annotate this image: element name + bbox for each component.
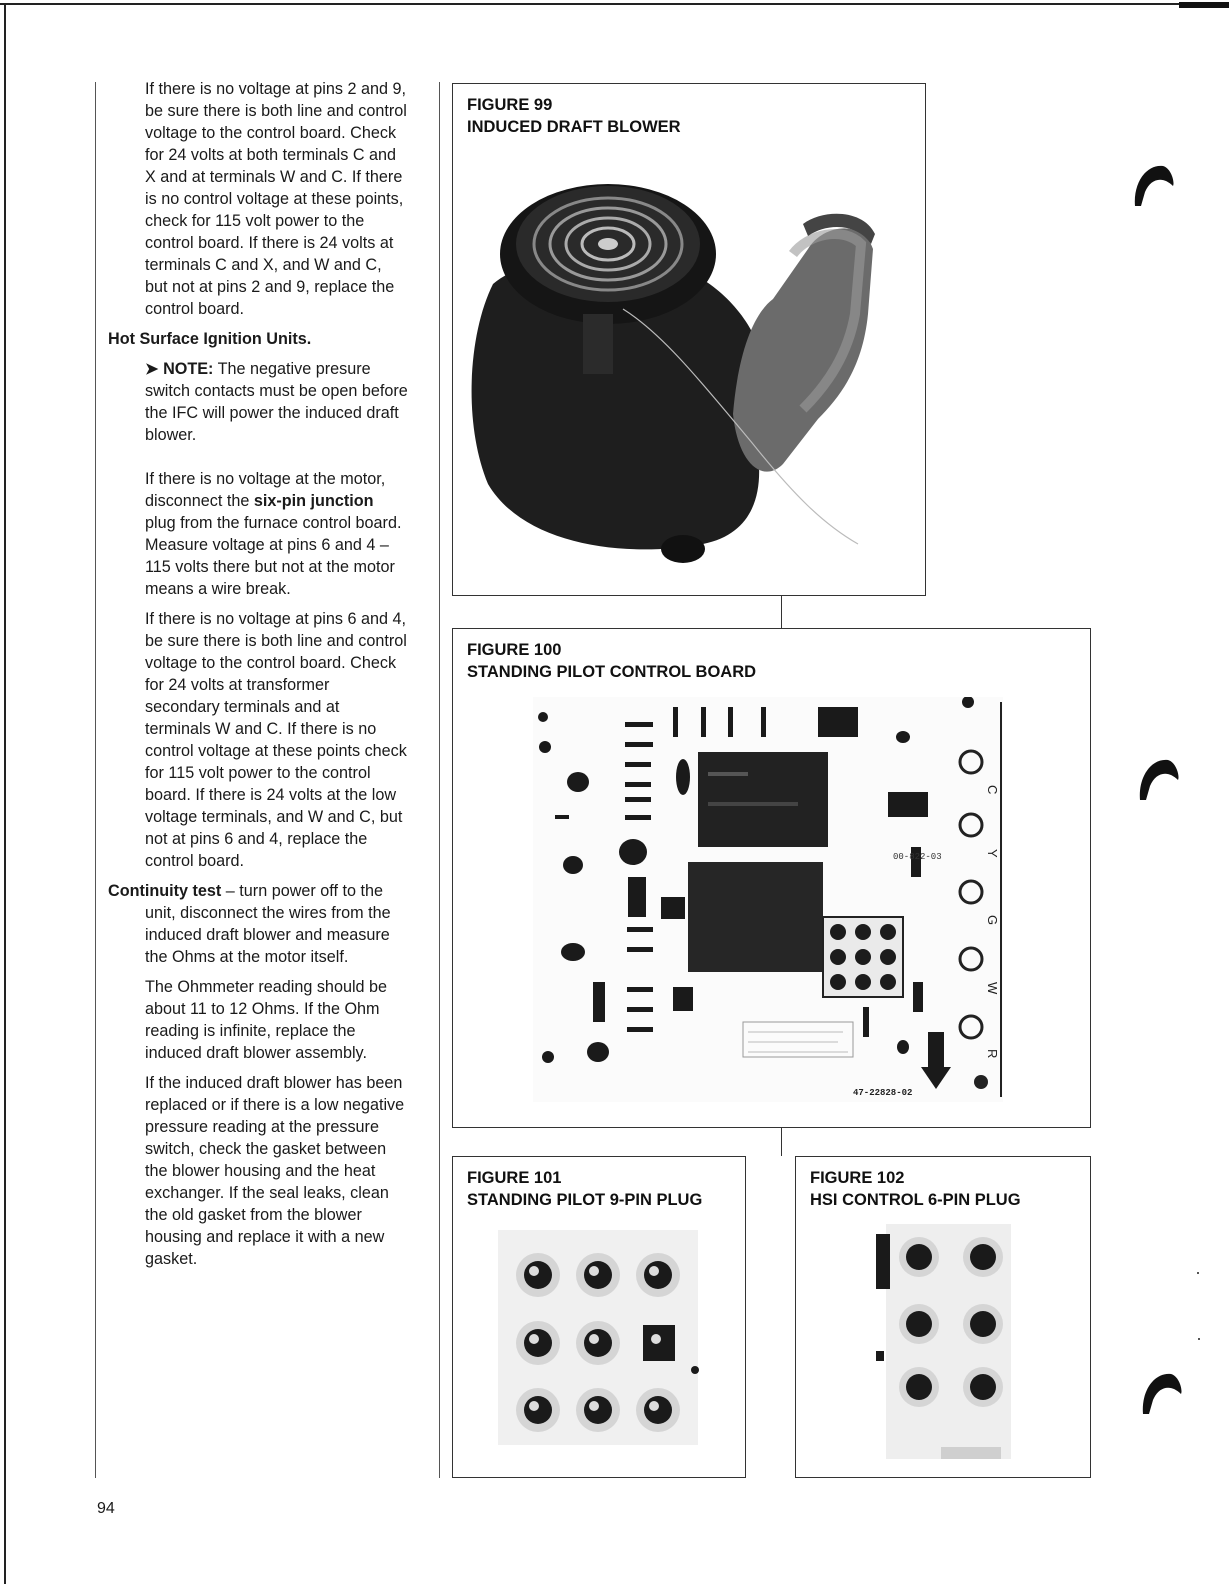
note-arrow-icon: ➤ [145,360,159,378]
note-text: The negative presure switch contacts must be open before the IFC will power the induced draft blower. [145,360,408,444]
terminal-label-c: C [985,785,1000,795]
figure-99-number: FIGURE 99 [467,96,553,114]
figure-101-caption [467,1167,702,1211]
paragraph-no-voltage-motor [108,468,408,600]
continuity-test-text: – turn power off to the unit, disconnect the wires from the induced draft blower and measure the Ohms at the motor itself. [145,882,391,966]
paragraph-no-voltage-pins-2-9: If there is no voltage at pins 2 and 9, be sure there is both line and control voltage to the control board. Check for 24 volts at both terminals C and X and at terminals W and C. If there is no control voltage at these points, check for 115 volt power to the control board. If there is 24 volts at terminals C and X, and W and C, but not at pins 2 and 9, replace the control board. [145,80,407,318]
top-rule [0,3,1229,5]
paragraph-continuity-test [108,880,408,968]
six-pin-plug-photo [871,1219,1021,1464]
note-label: NOTE: [163,360,214,378]
figure-101-box [452,1156,746,1478]
figure-99-caption [467,94,681,138]
figure-connector-line [781,596,782,628]
binder-hole-mark [1138,756,1180,802]
board-code: 00-822-03 [893,852,942,862]
section-heading-hsi: Hot Surface Ignition Units. [108,330,312,348]
board-part-number: 47-22828-02 [853,1088,913,1098]
induced-draft-blower-photo [463,164,903,574]
figure-101-number: FIGURE 101 [467,1169,562,1187]
figure-102-caption [810,1167,1021,1211]
terminal-label-r: R [985,1049,1000,1059]
figure-102-box [795,1156,1091,1478]
figure-101-title: STANDING PILOT 9-PIN PLUG [467,1191,703,1209]
figure-connector-line [781,1128,782,1156]
page-left-edge [4,3,6,1584]
paragraph-gasket: If the induced draft blower has been replaced or if there is a low negative pressure reading at the pressure switch, check the gasket between the blower housing and the heat exchanger. If the seal leaks, clean the old gasket from the blower housing and replace it with a new gasket. [145,1074,405,1268]
note-paragraph [108,358,408,446]
paragraph-no-voltage-pins-6-4: If there is no voltage at pins 6 and 4, be sure there is both line and control voltage to the control board. Check for 24 volts at transformer secondary terminals and at terminals W and C. If there is no control voltage at these points check for 115 volt power to the control board. If there is 24 volts at the low voltage terminals, and W and C, but not at pins 6 and 4, replace the control board. [145,610,407,870]
speck [1197,1272,1199,1274]
figure-102-title: HSI CONTROL 6-PIN PLUG [810,1191,1021,1209]
binder-hole-mark [1133,162,1175,208]
page-number: 94 [97,1500,115,1517]
top-rule-end [1179,2,1229,8]
terminal-label-y: Y [985,849,1000,858]
nine-pin-plug-photo [493,1225,713,1450]
continuity-test-label: Continuity test [108,882,222,900]
figure-100-number: FIGURE 100 [467,641,562,659]
para2-text-b: plug from the furnace control board. Measure voltage at pins 6 and 4 – 115 volts there but not at the motor means a wire break. [145,514,402,598]
figure-102-number: FIGURE 102 [810,1169,905,1187]
body-text-column [108,78,408,1278]
speck [1198,1338,1200,1340]
figure-99-title: INDUCED DRAFT BLOWER [467,118,681,136]
figure-100-box [452,628,1091,1128]
six-pin-junction-emphasis: six-pin junction [253,492,374,510]
binder-hole-mark [1141,1370,1183,1416]
control-board-photo [533,697,1013,1107]
para2-text-a: If there is no voltage at the motor, disconnect the [145,470,386,510]
figure-100-title: STANDING PILOT CONTROL BOARD [467,663,757,681]
figure-column-rule [439,82,440,1478]
paragraph-ohmmeter-reading: The Ohmmeter reading should be about 11 to 12 Ohms. If the Ohm reading is infinite, replace the induced draft blower assembly. [145,978,388,1062]
figure-100-caption [467,639,756,683]
figure-99-box [452,83,926,596]
terminal-label-g: G [985,915,1000,926]
terminal-label-w: W [985,982,1000,995]
text-column-rule [95,82,96,1478]
